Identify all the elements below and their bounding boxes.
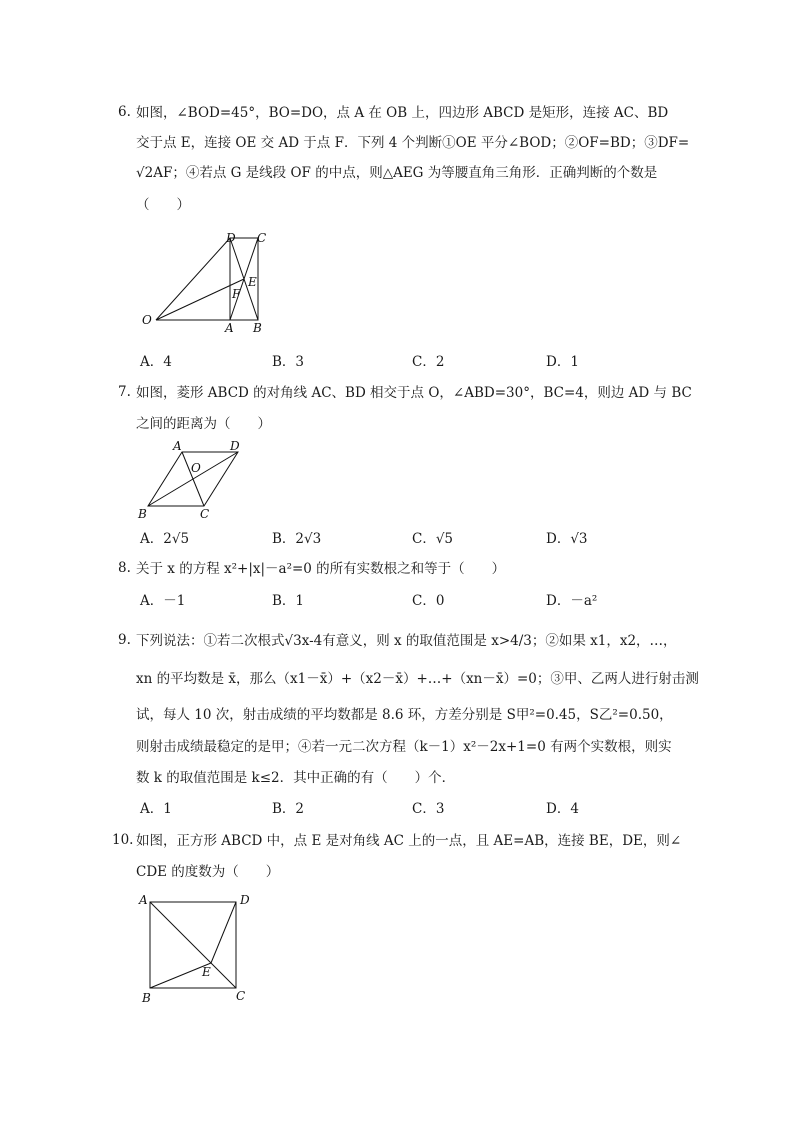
option-d[interactable]: D．1 [546, 354, 579, 370]
figure-rectangle-abcd [140, 228, 280, 336]
figure-label: A [173, 439, 182, 453]
question-text-line: 如图，正方形 ABCD 中，点 E 是对角线 AC 上的一点，且 AE=AB，连接 BE，DE，则∠ [136, 833, 682, 849]
question-text-line: （ ） [136, 197, 190, 213]
question-number: 6. [118, 104, 131, 120]
question-number: 7. [118, 384, 131, 400]
option-c[interactable]: C．0 [412, 593, 445, 609]
figure-label: B [138, 507, 147, 521]
figure-label: C [236, 989, 246, 1003]
sqrt-symbol: √ [136, 165, 145, 181]
question-number: 9. [118, 632, 131, 648]
figure-label: O [191, 461, 201, 475]
option-d[interactable]: D．√3 [546, 531, 588, 547]
question-text-line: 数 k 的取值范围是 k≤2．其中正确的有（ ）个． [136, 770, 456, 786]
question-number: 10. [112, 832, 134, 848]
option-b[interactable]: B．3 [272, 354, 305, 370]
question-text-line: xn 的平均数是 x̄，那么（x1－x̄）+（x2－x̄）+…+（xn－x̄）=0；③甲、乙两人进行射击测 [136, 671, 699, 687]
figure-label: O [142, 313, 152, 327]
question-text-line: 交于点 E，连接 OE 交 AD 于点 F．下列 4 个判断①OE 平分∠BOD；②OF=BD；③DF= [136, 135, 690, 151]
option-b[interactable]: B．2√3 [272, 531, 322, 547]
question-text-line: 试，每人 10 次，射击成绩的平均数都是 8.6 环，方差分别是 S甲²=0.45，S乙²=0.50， [136, 707, 673, 723]
figure-square-abcd [136, 888, 260, 1008]
question-text-line: 如图，∠BOD=45°，BO=DO，点 A 在 OB 上，四边形 ABCD 是矩形，连接 AC、BD [136, 105, 669, 121]
option-c[interactable]: C．3 [412, 801, 445, 817]
figure-label: B [142, 991, 151, 1005]
question-text-line: 如图，菱形 ABCD 的对角线 AC、BD 相交于点 O，∠ABD=30°，BC=4，则边 AD 与 BC [136, 385, 692, 401]
figure-label: D [240, 893, 250, 907]
question-number: 8. [118, 560, 131, 576]
figure-label: C [257, 231, 267, 245]
question-text-line: 关于 x 的方程 x²+|x|－a²=0 的所有实数根之和等于（ ） [136, 561, 506, 577]
figure-label: D [230, 439, 240, 453]
question-text-line [136, 164, 657, 182]
figure-label: A [139, 893, 148, 907]
question-text-line: CDE 的度数为（ ） [136, 864, 280, 880]
option-a[interactable]: A．1 [140, 801, 172, 817]
option-d[interactable]: D．－a² [546, 593, 598, 609]
figure-label: E [248, 275, 257, 289]
figure-label: D [226, 231, 236, 245]
figure-label: C [200, 507, 210, 521]
option-b[interactable]: B．1 [272, 593, 305, 609]
figure-label: F [232, 287, 241, 301]
figure-rhombus-abcd [134, 436, 249, 522]
option-b[interactable]: B．2 [272, 801, 305, 817]
figure-label: B [253, 321, 262, 335]
question-text-line: 则射击成绩最稳定的是甲；④若一元二次方程（k－1）x²－2x+1=0 有两个实数根，则实 [136, 739, 672, 755]
option-a[interactable]: A．4 [140, 354, 172, 370]
question-text-line: 下列说法：①若二次根式√3x-4有意义，则 x 的取值范围是 x>4/3；②如果 x1，x2，…， [136, 633, 677, 649]
option-c[interactable]: C．2 [412, 354, 445, 370]
option-a[interactable]: A．2√5 [140, 531, 190, 547]
question-text-fragment: 2AF；④若点 G 是线段 OF 的中点，则△AEG 为等腰直角三角形．正确判断的个数是 [144, 165, 658, 181]
option-d[interactable]: D．4 [546, 801, 579, 817]
figure-label: A [225, 321, 234, 335]
option-c[interactable]: C．√5 [412, 531, 454, 547]
figure-label: E [202, 965, 211, 979]
option-a[interactable]: A．－1 [140, 593, 186, 609]
question-text-line: 之间的距离为（ ） [136, 416, 271, 432]
